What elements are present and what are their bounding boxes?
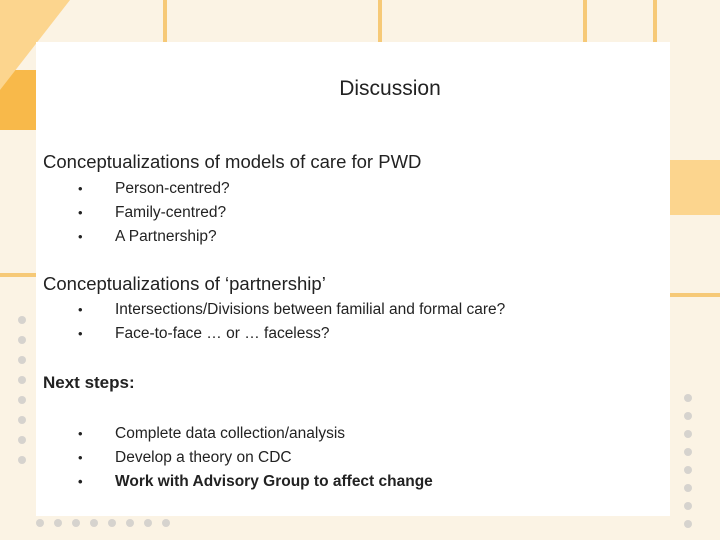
- dots-right: [684, 394, 692, 528]
- list-partnership: [78, 298, 505, 346]
- orange-block-right: [670, 160, 720, 215]
- bullet-icon: •: [78, 302, 83, 317]
- list-item: [78, 225, 230, 249]
- bullet-icon: •: [78, 426, 83, 441]
- list-item: [78, 177, 230, 201]
- list-item: [78, 298, 505, 322]
- bullet-icon: •: [78, 229, 83, 244]
- list-item-text: Complete data collection/analysis: [115, 425, 346, 442]
- section-heading-models: Conceptualizations of models of care for PWD: [43, 151, 422, 172]
- list-item: [78, 470, 433, 494]
- bullet-icon: •: [78, 450, 83, 465]
- list-item-text: Work with Advisory Group to affect change: [115, 473, 433, 490]
- bullet-icon: •: [78, 205, 83, 220]
- list-item-text: A Partnership?: [115, 228, 217, 245]
- list-item-text: Develop a theory on CDC: [115, 449, 292, 466]
- list-item-text: Family-centred?: [115, 204, 227, 221]
- list-item: [78, 201, 230, 225]
- list-models: [78, 177, 230, 249]
- list-item-text: Intersections/Divisions between familial and formal care?: [115, 301, 506, 318]
- section-heading-next-steps: Next steps:: [43, 373, 135, 392]
- bullet-icon: •: [78, 326, 83, 341]
- list-item: [78, 322, 505, 346]
- list-item-text: Person-centred?: [115, 180, 230, 197]
- bullet-icon: •: [78, 474, 83, 489]
- slide-title: Discussion: [339, 77, 441, 100]
- bullet-icon: •: [78, 181, 83, 196]
- list-item-text: Face-to-face … or … faceless?: [115, 325, 330, 342]
- dots-left: [18, 316, 26, 464]
- list-next-steps: [78, 422, 433, 494]
- list-item: [78, 446, 433, 470]
- dots-bottom: [36, 519, 170, 527]
- list-item: [78, 422, 433, 446]
- section-heading-partnership: Conceptualizations of ‘partnership’: [43, 273, 326, 294]
